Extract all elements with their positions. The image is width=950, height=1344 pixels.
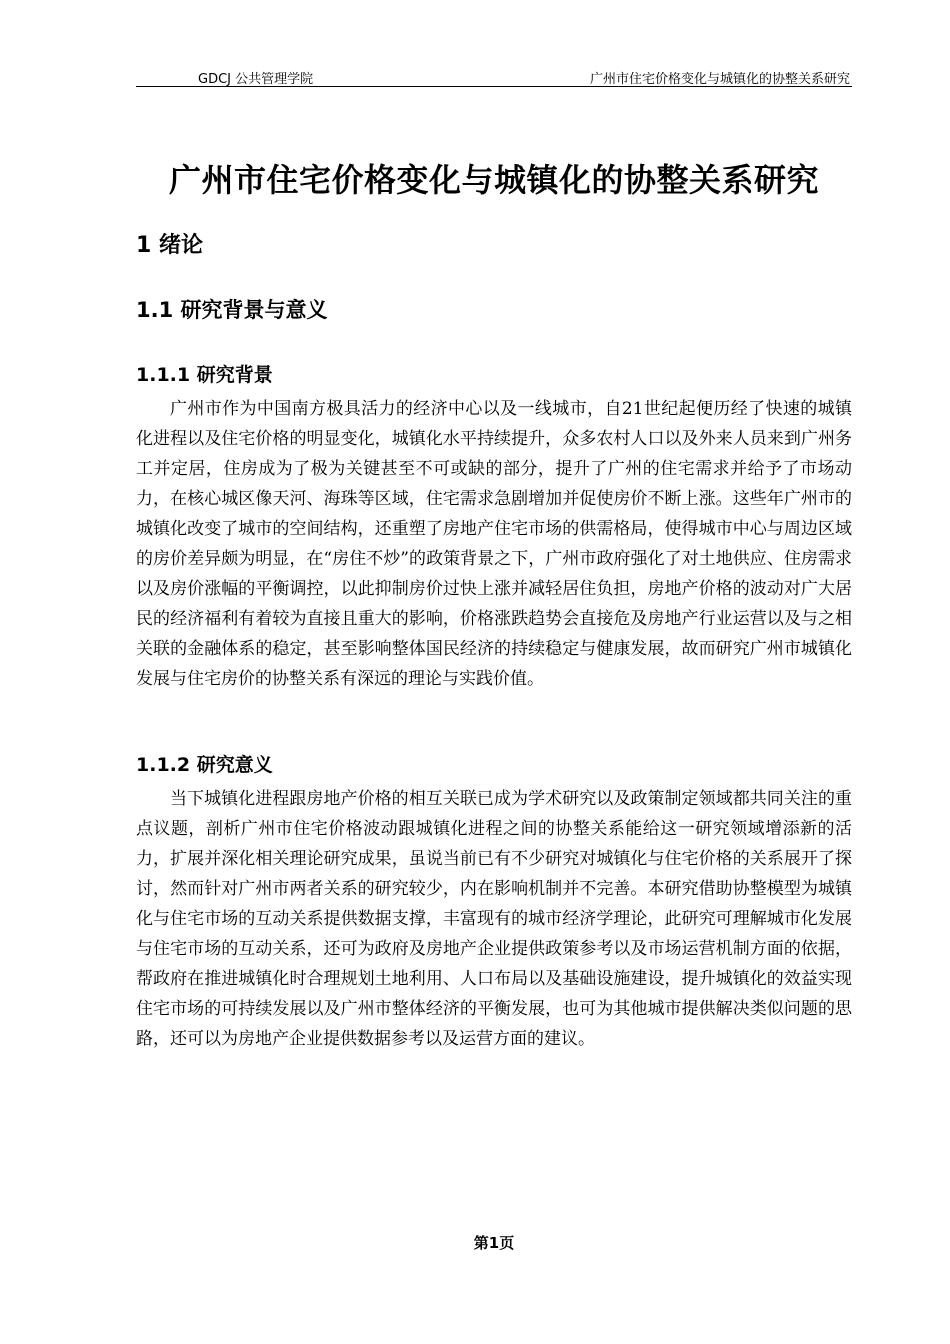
paragraph-significance: 当下城镇化进程跟房地产价格的相互关联已成为学术研究以及政策制定领域都共同关注的重点议题，剖析广州市住宅价格波动跟城镇化进程之间的协整关系能给这一研究领域增添新的活力，扩展并深化相关理论研究成果，虽说当前已有不少研究对城镇化与住宅价格的关系展开了探讨，然而针对广州市两者关系的研究较少，内在影响机制并不完善。本研究借助协整模型为城镇化与住宅市场的互动关系提供数据支撑，丰富现有的城市经济学理论，此研究可理解城市化发展与住宅市场的互动关系，还可为政府及房地产企业提供政策参考以及市场运营机制方面的依据，帮政府在推进城镇化时合理规划土地利用、人口布局以及基础设施建设，提升城镇化的效益实现住宅市场的可持续发展以及广州市整体经济的平衡发展，也可为其他城市提供解决类似问题的思路，还可以为房地产企业提供数据参考以及运营方面的建议。 [136,789,852,1049]
subsection-heading-significance: 1.1.2 研究意义 [136,754,273,776]
paragraph-background: 广州市作为中国南方极具活力的经济中心以及一线城市，自21世纪起便历经了快速的城镇化进程以及住宅价格的明显变化，城镇化水平持续提升，众多农村人口以及外来人员来到广州务工并定居，住房成为了极为关键甚至不可或缺的部分，提升了广州的住宅需求并给予了市场动力，在核心城区像天河、海珠等区域，住宅需求急剧增加并促使房价不断上涨。这些年广州市的城镇化改变了城市的空间结构，还重塑了房地产住宅市场的供需格局，使得城市中心与周边区域的房价差异颇为明显，在“房住不炒”的政策背景之下，广州市政府强化了对土地供应、住房需求以及房价涨幅的平衡调控，以此抑制房价过快上涨并减轻居住负担，房地产价格的波动对广大居民的经济福利有着较为直接且重大的影响，价格涨跌趋势会直接危及房地产行业运营以及与之相关联的金融体系的稳定，甚至影响整体国民经济的持续稳定与健康发展，故而研究广州市城镇化发展与住宅房价的协整关系有深远的理论与实践价值。 [136,399,852,689]
page-number: 第1页 [473,1234,515,1252]
subsection-heading-background: 1.1.1 研究背景 [136,364,273,386]
header-school-name: GDCJ 公共管理学院 [198,72,314,87]
section-heading: 1.1 研究背景与意义 [136,298,328,322]
document-title: 广州市住宅价格变化与城镇化的协整关系研究 [168,161,819,199]
page-header [136,66,852,87]
chapter-heading: 1 绪论 [136,233,203,258]
header-document-title: 广州市住宅价格变化与城镇化的协整关系研究 [589,72,850,87]
